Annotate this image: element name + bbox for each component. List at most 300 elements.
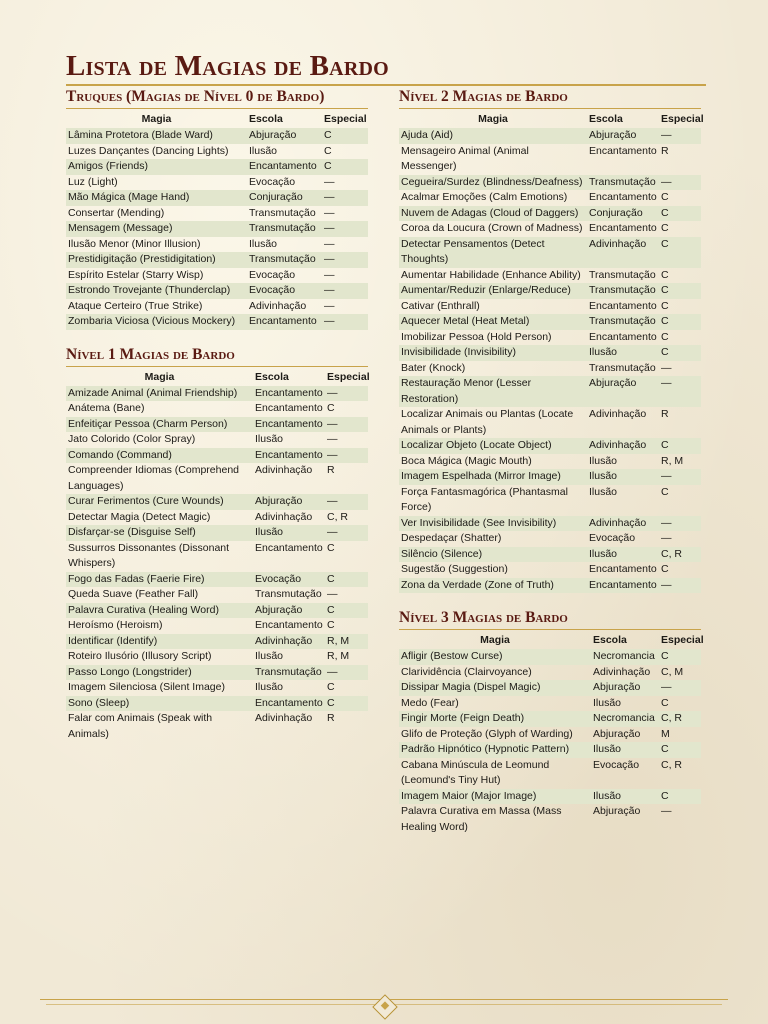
school-cell: Evocação <box>247 283 322 299</box>
table-row <box>66 572 368 588</box>
spell-name-cell: Passo Longo (Longstrider) <box>66 665 253 681</box>
spell-name-cell: Medo (Fear) <box>401 696 459 709</box>
school-cell: Transmutação <box>253 665 325 681</box>
school-cell: Ilusão <box>255 681 284 693</box>
school-cell: Encantamento <box>255 619 323 631</box>
special-cell: — <box>324 299 335 312</box>
special-cell: C <box>659 206 701 222</box>
footer-ornament-gem <box>381 1001 389 1009</box>
spell-name-cell: Invisibilidade (Invisibility) <box>399 345 587 361</box>
school-cell: Evocação <box>589 532 636 544</box>
column-header-especial: Especial <box>327 370 370 383</box>
school-cell: Conjuração <box>247 190 322 206</box>
spell-name-cell: Luzes Dançantes (Dancing Lights) <box>68 144 229 157</box>
special-cell: C, R <box>661 758 682 771</box>
left-column <box>66 86 368 742</box>
school-cell: Ilusão <box>255 650 284 662</box>
spell-name-cell: Prestidigitação (Prestidigitation) <box>66 252 247 268</box>
table-row <box>66 696 368 712</box>
special-cell: C, M <box>661 665 684 678</box>
special-cell: — <box>322 283 368 299</box>
column-header-escola: Escola <box>249 113 283 125</box>
special-cell: C <box>659 649 701 665</box>
table-row <box>66 159 368 175</box>
school-cell: Abjuração <box>587 376 659 407</box>
school-cell: Transmutação <box>589 361 656 374</box>
special-cell: C <box>661 191 669 203</box>
special-cell: C <box>659 237 701 268</box>
school-cell: Abjuração <box>593 727 641 740</box>
special-cell: C <box>661 485 669 498</box>
school-cell: Abjuração <box>587 128 659 144</box>
spell-name-cell: Afligir (Bestow Curse) <box>399 649 591 665</box>
column-header-escola: Escola <box>593 634 627 646</box>
special-cell: — <box>661 532 672 544</box>
school-cell: Transmutação <box>255 588 322 600</box>
table-row <box>66 283 368 299</box>
level2-table-body <box>399 128 701 593</box>
table-row <box>399 237 701 268</box>
spell-name-cell: Heroísmo (Heroism) <box>68 619 163 631</box>
school-cell: Adivinhação <box>587 516 659 532</box>
special-cell: R <box>327 464 335 476</box>
spell-name-cell: Espírito Estelar (Starry Wisp) <box>68 268 204 281</box>
table-row <box>66 314 368 330</box>
special-cell: — <box>659 376 701 407</box>
school-cell: Encantamento <box>253 417 325 433</box>
spell-name-cell: Fingir Morte (Feign Death) <box>399 711 591 727</box>
table-row <box>66 221 368 237</box>
special-cell: — <box>661 361 672 374</box>
spell-name-cell: Sugestão (Suggestion) <box>401 563 508 575</box>
table-row <box>399 469 701 485</box>
table-row <box>399 407 701 438</box>
column-header-especial: Especial <box>661 113 704 125</box>
school-cell: Abjuração <box>253 603 325 619</box>
special-cell: C <box>661 268 669 281</box>
spell-name-cell: Ver Invisibilidade (See Invisibility) <box>399 516 587 532</box>
school-cell: Encantamento <box>589 222 657 234</box>
special-cell: — <box>659 128 701 144</box>
page-title: Lista de Magias de Bardo <box>66 50 389 82</box>
table-row <box>399 268 701 284</box>
table-row <box>399 361 701 377</box>
school-cell: Adivinhação <box>593 665 651 678</box>
school-cell: Evocação <box>253 572 325 588</box>
spell-name-cell: Ilusão Menor (Minor Illusion) <box>68 237 201 250</box>
special-cell: — <box>322 190 368 206</box>
school-cell: Encantamento <box>253 448 325 464</box>
spell-name-cell: Zona da Verdade (Zone of Truth) <box>399 578 587 594</box>
spell-name-cell: Ajuda (Aid) <box>399 128 587 144</box>
school-cell: Transmutação <box>247 221 322 237</box>
column-header-magia: Magia <box>480 634 510 646</box>
school-cell: Ilusão <box>589 485 618 498</box>
special-cell: C, R <box>327 510 348 523</box>
school-cell: Necromancia <box>591 711 659 727</box>
spell-name-cell: Imagem Silenciosa (Silent Image) <box>68 681 225 693</box>
spell-name-cell: Jato Colorido (Color Spray) <box>68 433 196 445</box>
spell-name-cell: Amizade Animal (Animal Friendship) <box>66 386 253 402</box>
spell-name-cell: Nuvem de Adagas (Cloud of Daggers) <box>399 206 587 222</box>
special-cell: — <box>659 680 701 696</box>
special-cell: C <box>659 314 701 330</box>
special-cell: C <box>322 128 368 144</box>
spell-name-cell: Mensageiro Animal (Animal Messenger) <box>401 144 529 172</box>
table-row <box>66 401 368 417</box>
level3-table <box>399 632 704 835</box>
spell-name-cell: Luz (Light) <box>68 175 118 188</box>
table-row <box>399 696 701 712</box>
school-cell: Ilusão <box>587 345 659 361</box>
school-cell: Encantamento <box>589 191 657 203</box>
special-cell: M <box>661 727 670 740</box>
spell-name-cell: Identificar (Identify) <box>66 634 253 650</box>
table-row <box>399 206 701 222</box>
spell-name-cell: Mensagem (Message) <box>66 221 247 237</box>
special-cell: C <box>659 345 701 361</box>
table-row <box>399 516 701 532</box>
school-cell: Encantamento <box>255 541 323 554</box>
school-cell: Ilusão <box>587 547 659 563</box>
table-row <box>399 221 701 237</box>
school-cell: Adivinhação <box>255 510 313 523</box>
table-row <box>66 448 368 464</box>
special-cell: C, R <box>659 547 701 563</box>
table-row <box>399 789 701 805</box>
level1-table <box>66 369 368 743</box>
table-row <box>66 417 368 433</box>
school-cell: Ilusão <box>249 144 278 157</box>
school-cell: Abjuração <box>247 128 322 144</box>
school-cell: Ilusão <box>587 469 659 485</box>
spell-name-cell: Roteiro Ilusório (Illusory Script) <box>68 650 212 662</box>
table-row <box>66 190 368 206</box>
spell-name-cell: Clarividência (Clairvoyance) <box>401 665 532 678</box>
special-cell: C <box>327 619 335 631</box>
school-cell: Transmutação <box>587 283 659 299</box>
spell-name-cell: Palavra Curativa (Healing Word) <box>66 603 253 619</box>
special-cell: R, M <box>325 634 368 650</box>
table-row <box>399 727 701 743</box>
level3-heading: Nível 3 Magias de Bardo <box>399 607 701 630</box>
table-row <box>66 494 368 510</box>
table-row <box>66 432 368 448</box>
school-cell: Ilusão <box>255 433 284 445</box>
spell-name-cell: Imagem Maior (Major Image) <box>399 789 591 805</box>
spell-name-cell: Comando (Command) <box>66 448 253 464</box>
school-cell: Encantamento <box>589 144 657 157</box>
school-cell: Encantamento <box>247 314 322 330</box>
special-cell: C <box>327 681 335 693</box>
table-row <box>66 252 368 268</box>
table-row <box>399 758 701 789</box>
special-cell: — <box>659 469 701 485</box>
table-row <box>399 330 701 346</box>
spell-name-cell: Despedaçar (Shatter) <box>401 532 502 544</box>
special-cell: — <box>659 175 701 191</box>
spell-name-cell: Localizar Animais ou Plantas (Locate Animals or Plants) <box>401 408 574 436</box>
special-cell: C, R <box>659 711 701 727</box>
table-row <box>66 603 368 619</box>
school-cell: Adivinhação <box>249 299 307 312</box>
table-row <box>399 485 701 516</box>
level2-table <box>399 111 704 593</box>
special-cell: C <box>659 438 701 454</box>
spell-name-cell: Lâmina Protetora (Blade Ward) <box>66 128 247 144</box>
table-row <box>399 190 701 206</box>
special-cell: — <box>324 175 335 188</box>
table-row <box>66 237 368 253</box>
special-cell: — <box>659 578 701 594</box>
special-cell: R <box>327 712 335 724</box>
table-row <box>399 578 701 594</box>
cantrips-table-body <box>66 128 368 330</box>
school-cell: Encantamento <box>589 330 657 343</box>
spell-name-cell: Estrondo Trovejante (Thunderclap) <box>66 283 247 299</box>
spell-name-cell: Sussurros Dissonantes (Dissonant Whispers) <box>68 541 230 569</box>
table-row <box>399 804 701 835</box>
spell-name-cell: Disfarçar-se (Disguise Self) <box>66 525 253 541</box>
school-cell: Conjuração <box>587 206 659 222</box>
table-row <box>66 680 368 696</box>
spell-name-cell: Sono (Sleep) <box>66 696 253 712</box>
column-header-magia: Magia <box>141 113 172 125</box>
school-cell: Evocação <box>249 175 296 188</box>
column-header-especial: Especial <box>661 634 704 646</box>
spell-name-cell: Curar Ferimentos (Cure Wounds) <box>66 494 253 510</box>
special-cell: — <box>322 252 368 268</box>
table-row <box>66 206 368 222</box>
special-cell: — <box>661 805 672 817</box>
table-row <box>399 547 701 563</box>
table-row <box>399 128 701 144</box>
spell-name-cell: Cativar (Enthrall) <box>401 299 480 312</box>
table-row <box>66 510 368 526</box>
spell-name-cell: Restauração Menor (Lesser Restoration) <box>399 376 587 407</box>
spell-name-cell: Aquecer Metal (Heat Metal) <box>399 314 587 330</box>
table-row <box>399 680 701 696</box>
table-row <box>399 175 701 191</box>
column-header-magia: Magia <box>478 113 508 125</box>
spell-name-cell: Imagem Espelhada (Mirror Image) <box>399 469 587 485</box>
special-cell: — <box>325 665 368 681</box>
table-row <box>66 268 368 284</box>
spell-name-cell: Fogo das Fadas (Faerie Fire) <box>66 572 253 588</box>
table-row <box>66 175 368 191</box>
spell-name-cell: Cegueira/Surdez (Blindness/Deafness) <box>399 175 587 191</box>
school-cell: Transmutação <box>589 268 656 281</box>
table-row <box>399 376 701 407</box>
special-cell: C <box>661 696 669 709</box>
table-row <box>399 314 701 330</box>
spell-name-cell: Amigos (Friends) <box>66 159 247 175</box>
special-cell: — <box>324 206 335 219</box>
table-row <box>66 665 368 681</box>
spell-name-cell: Zombaria Viciosa (Vicious Mockery) <box>66 314 247 330</box>
table-row <box>399 742 701 758</box>
school-cell: Encantamento <box>253 696 325 712</box>
special-cell: C <box>661 299 669 312</box>
table-row <box>399 711 701 727</box>
school-cell: Ilusão <box>591 742 659 758</box>
school-cell: Abjuração <box>593 805 641 817</box>
school-cell: Adivinhação <box>587 237 659 268</box>
special-cell: C <box>327 541 335 554</box>
spell-name-cell: Aumentar Habilidade (Enhance Ability) <box>401 268 581 281</box>
spell-name-cell: Força Fantasmagórica (Phantasmal Force) <box>401 485 568 513</box>
spell-name-cell: Detectar Magia (Detect Magic) <box>68 510 211 523</box>
spell-name-cell: Silêncio (Silence) <box>399 547 587 563</box>
table-row <box>66 649 368 665</box>
spell-name-cell: Acalmar Emoções (Calm Emotions) <box>401 191 568 203</box>
special-cell: C <box>325 696 368 712</box>
level1-heading: Nível 1 Magias de Bardo <box>66 344 368 367</box>
school-cell: Ilusão <box>589 454 618 467</box>
special-cell: R <box>661 408 669 420</box>
spell-name-cell: Glifo de Proteção (Glyph of Warding) <box>401 727 573 740</box>
spell-name-cell: Enfeitiçar Pessoa (Charm Person) <box>66 417 253 433</box>
school-cell: Encantamento <box>589 299 657 312</box>
table-row <box>399 299 701 315</box>
spell-name-cell: Padrão Hipnótico (Hypnotic Pattern) <box>399 742 591 758</box>
school-cell: Ilusão <box>249 237 278 250</box>
table-row <box>66 634 368 650</box>
school-cell: Adivinhação <box>255 464 313 476</box>
special-cell: — <box>325 494 368 510</box>
school-cell: Evocação <box>249 268 296 281</box>
table-row <box>66 299 368 315</box>
table-row <box>66 525 368 541</box>
special-cell: C <box>325 603 368 619</box>
school-cell: Transmutação <box>587 175 659 191</box>
spell-name-cell: Mão Mágica (Mage Hand) <box>66 190 247 206</box>
school-cell: Encantamento <box>587 578 659 594</box>
spell-name-cell: Cabana Minúscula de Leomund (Leomund's Tiny Hut) <box>401 758 550 786</box>
cantrips-table <box>66 111 368 330</box>
school-cell: Transmutação <box>587 314 659 330</box>
school-cell: Encantamento <box>253 386 325 402</box>
special-cell: C <box>659 283 701 299</box>
table-row <box>399 562 701 578</box>
special-cell: — <box>324 237 335 250</box>
table-row <box>399 345 701 361</box>
special-cell: R, M <box>327 650 350 662</box>
special-cell: C <box>661 222 669 234</box>
right-column <box>399 86 704 835</box>
special-cell: C <box>661 563 669 575</box>
special-cell: — <box>327 433 338 445</box>
school-cell: Encantamento <box>255 402 323 414</box>
school-cell: Ilusão <box>591 789 659 805</box>
spell-name-cell: Anátema (Bane) <box>68 402 145 414</box>
special-cell: R <box>661 144 669 157</box>
school-cell: Ilusão <box>253 525 325 541</box>
table-row <box>399 283 701 299</box>
special-cell: — <box>325 417 368 433</box>
special-cell: — <box>327 588 338 600</box>
special-cell: — <box>324 268 335 281</box>
spell-name-cell: Bater (Knock) <box>401 361 466 374</box>
special-cell: C <box>661 330 669 343</box>
special-cell: — <box>322 221 368 237</box>
table-row <box>66 587 368 603</box>
column-header-escola: Escola <box>255 370 289 383</box>
spell-name-cell: Localizar Objeto (Locate Object) <box>399 438 587 454</box>
table-row <box>399 531 701 547</box>
school-cell: Encantamento <box>247 159 322 175</box>
school-cell: Adivinhação <box>587 438 659 454</box>
spell-name-cell: Consertar (Mending) <box>68 206 165 219</box>
table-row <box>66 541 368 572</box>
spell-name-cell: Dissipar Magia (Dispel Magic) <box>399 680 591 696</box>
table-row <box>66 128 368 144</box>
table-row <box>399 454 701 470</box>
level2-heading: Nível 2 Magias de Bardo <box>399 86 701 109</box>
column-header-magia: Magia <box>144 370 175 383</box>
table-row <box>66 386 368 402</box>
spell-name-cell: Imobilizar Pessoa (Hold Person) <box>401 330 552 343</box>
spell-name-cell: Palavra Curativa em Massa (Mass Healing Word) <box>401 805 562 833</box>
spell-name-cell: Queda Suave (Feather Fall) <box>68 588 199 600</box>
special-cell: C <box>659 789 701 805</box>
special-cell: C <box>324 144 332 157</box>
special-cell: C <box>322 159 368 175</box>
school-cell: Transmutação <box>247 252 322 268</box>
school-cell: Evocação <box>593 758 640 771</box>
spell-name-cell: Compreender Idiomas (Comprehend Languages) <box>68 464 239 492</box>
special-cell: — <box>325 448 368 464</box>
spell-name-cell: Boca Mágica (Magic Mouth) <box>401 454 532 467</box>
spell-name-cell: Coroa da Loucura (Crown of Madness) <box>401 222 583 234</box>
special-cell: C <box>325 572 368 588</box>
school-cell: Abjuração <box>253 494 325 510</box>
table-row <box>399 665 701 681</box>
spell-name-cell: Detectar Pensamentos (Detect Thoughts) <box>399 237 587 268</box>
school-cell: Abjuração <box>591 680 659 696</box>
special-cell: C <box>659 742 701 758</box>
table-row <box>399 649 701 665</box>
column-header-escola: Escola <box>589 113 623 125</box>
cantrips-heading: Truques (Magias de Nível 0 de Bardo) <box>66 86 368 109</box>
table-row <box>66 711 368 742</box>
special-cell: R, M <box>661 454 684 467</box>
spell-name-cell: Ataque Certeiro (True Strike) <box>68 299 203 312</box>
level1-table-body <box>66 386 368 743</box>
school-cell: Ilusão <box>593 696 622 709</box>
table-row <box>399 144 701 175</box>
special-cell: — <box>325 386 368 402</box>
school-cell: Necromancia <box>591 649 659 665</box>
table-row <box>66 144 368 160</box>
table-row <box>66 463 368 494</box>
column-header-especial: Especial <box>324 113 367 125</box>
school-cell: Adivinhação <box>253 634 325 650</box>
level3-table-body <box>399 649 701 835</box>
spell-name-cell: Aumentar/Reduzir (Enlarge/Reduce) <box>399 283 587 299</box>
special-cell: C <box>327 402 335 414</box>
special-cell: — <box>322 314 368 330</box>
school-cell: Transmutação <box>249 206 316 219</box>
school-cell: Adivinhação <box>255 712 313 724</box>
school-cell: Adivinhação <box>589 408 647 420</box>
special-cell: — <box>325 525 368 541</box>
special-cell: — <box>659 516 701 532</box>
table-row <box>399 438 701 454</box>
table-row <box>66 618 368 634</box>
school-cell: Encantamento <box>589 563 657 575</box>
spell-name-cell: Falar com Animais (Speak with Animals) <box>68 712 213 740</box>
